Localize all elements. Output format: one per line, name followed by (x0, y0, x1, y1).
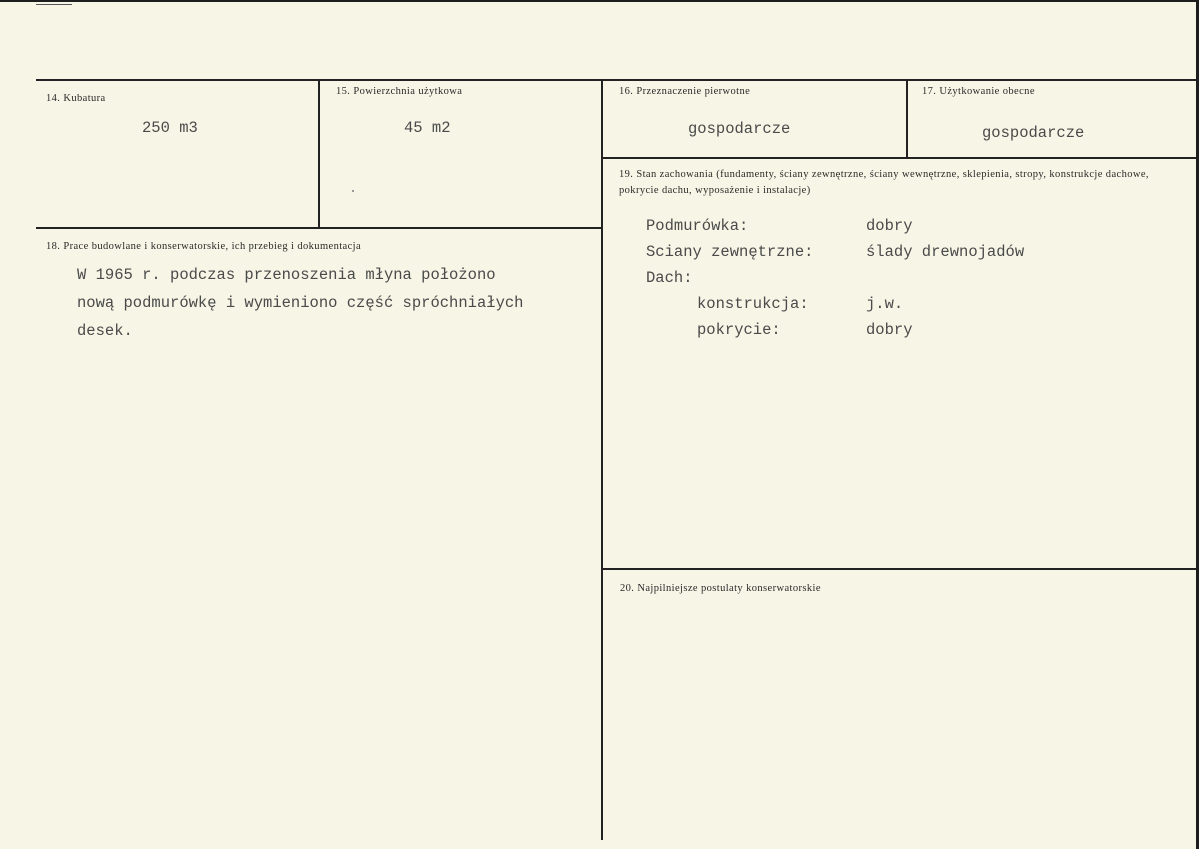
field-value-uzytkowanie: gospodarcze (982, 124, 1085, 142)
stan-row-key: Sciany zewnętrzne: (646, 243, 814, 261)
field-label-uzytkowanie: 17. Użytkowanie obecne (922, 86, 1035, 97)
scan-speck (352, 190, 354, 192)
field-label-stan: 19. Stan zachowania (fundamenty, ściany zewnętrzne, ściany wewnętrzne, sklepienia, stropy, konstrukcje dachowe, pokrycie dachu, wyposażenie i instalacje) (619, 169, 1149, 196)
stan-row-value: j.w. (866, 295, 904, 313)
field-value-powierzchnia: 45 m2 (404, 119, 451, 137)
rule-under-16-17 (602, 157, 1196, 159)
page-top-edge (0, 0, 1199, 2)
top-rule (36, 79, 1196, 81)
divider-center (601, 79, 603, 840)
field-label-kubatura: 14. Kubatura (46, 93, 106, 104)
stan-row-value: dobry (866, 321, 913, 339)
field-label-przeznaczenie: 16. Przeznaczenie pierwotne (619, 86, 751, 97)
stan-row-key: pokrycie: (697, 321, 781, 339)
stan-row-key: konstrukcja: (697, 295, 809, 313)
prace-line: W 1965 r. podczas przenoszenia młyna położono (77, 266, 496, 284)
divider-16-17 (906, 79, 908, 157)
field-value-kubatura: 250 m3 (142, 119, 198, 137)
stan-row-key: Dach: (646, 269, 693, 287)
scan-mark (36, 4, 72, 5)
field-label-postulaty: 20. Najpilniejsze postulaty konserwatorskie (620, 583, 821, 594)
rule-under-14-15 (36, 227, 602, 229)
rule-under-19 (602, 568, 1196, 570)
prace-line: desek. (77, 322, 133, 340)
divider-14-15 (318, 79, 320, 227)
prace-line: nową podmurówkę i wymieniono część spróchniałych (77, 294, 524, 312)
field-label-powierzchnia: 15. Powierzchnia użytkowa (336, 86, 463, 97)
stan-row-value: ślady drewnojadów (866, 243, 1025, 261)
field-label-prace: 18. Prace budowlane i konserwatorskie, ich przebieg i dokumentacja (46, 241, 362, 252)
stan-row-key: Podmurówka: (646, 217, 749, 235)
stan-row-value: dobry (866, 217, 913, 235)
field-value-przeznaczenie: gospodarcze (688, 120, 791, 138)
